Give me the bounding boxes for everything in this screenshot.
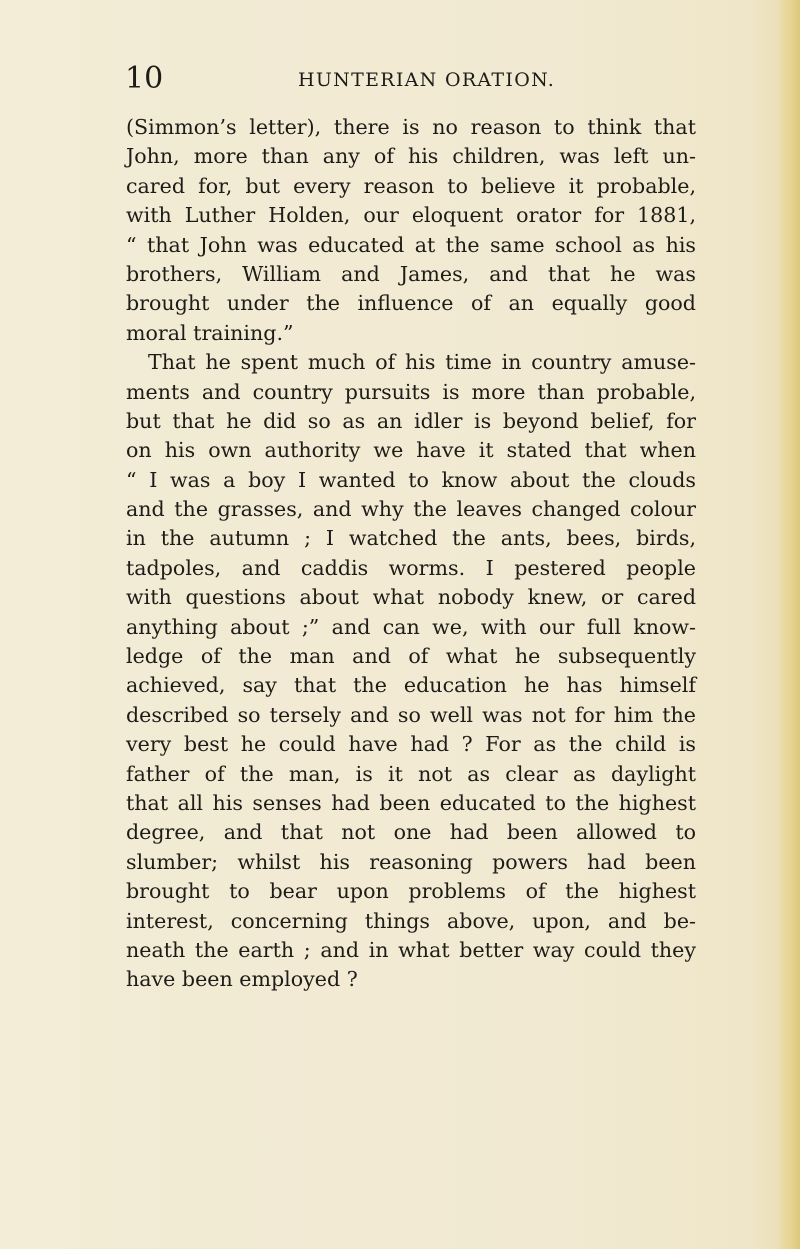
text-line: but that he did so as an idler is beyond belief, for <box>126 408 696 433</box>
text-line: have been employed ? <box>126 967 358 992</box>
text-line: ments and country pursuits is more than probable, <box>126 379 696 404</box>
text-line: achieved, say that the education he has himself <box>126 673 696 698</box>
text-line: moral training.” <box>126 320 294 345</box>
text-line: that all his senses had been educated to the highest <box>126 790 696 815</box>
text-line: “ I was a boy I wanted to know about the clouds <box>126 467 696 492</box>
text-line: brothers, William and James, and that he was <box>126 261 696 286</box>
text-line: “ that John was educated at the same school as his <box>126 232 696 257</box>
text-line: (Simmon’s letter), there is no reason to think that <box>126 115 696 139</box>
text-line: ledge of the man and of what he subsequently <box>126 644 696 669</box>
text-line: with Luther Holden, our eloquent orator for 1881, <box>126 203 696 228</box>
text-line: very best he could have had ? For as the child is <box>126 732 696 757</box>
body-text <box>126 113 696 995</box>
text-line: degree, and that not one had been allowed to <box>126 820 696 845</box>
text-line: interest, concerning things above, upon, and be- <box>126 908 696 933</box>
text-line: with questions about what nobody knew, or cared <box>126 585 696 610</box>
text-line: on his own authority we have it stated that when <box>126 438 696 463</box>
text-line: neath the earth ; and in what better way could they <box>126 937 696 962</box>
text-line: brought under the influence of an equally good <box>126 291 696 316</box>
text-line: father of the man, is it not as clear as daylight <box>126 761 696 786</box>
text-line: John, more than any of his children, was left un- <box>126 144 696 169</box>
text-line: anything about ;” and can we, with our full know- <box>126 614 696 639</box>
text-line: slumber; whilst his reasoning powers had been <box>126 849 696 874</box>
text-line: described so tersely and so well was not for him the <box>126 702 696 727</box>
text-line: That he spent much of his time in country amuse- <box>148 350 696 375</box>
running-head: HUNTERIAN ORATION. <box>298 69 556 91</box>
page-edge <box>778 0 800 1249</box>
page-number: 10 <box>125 61 164 96</box>
text-line: tadpoles, and caddis worms. I pestered people <box>126 555 696 580</box>
text-line: brought to bear upon problems of the highest <box>126 879 696 904</box>
text-line: and the grasses, and why the leaves changed colour <box>126 497 696 522</box>
text-line: cared for, but every reason to believe it probable, <box>126 173 696 198</box>
text-line: in the autumn ; I watched the ants, bees, birds, <box>126 526 696 551</box>
